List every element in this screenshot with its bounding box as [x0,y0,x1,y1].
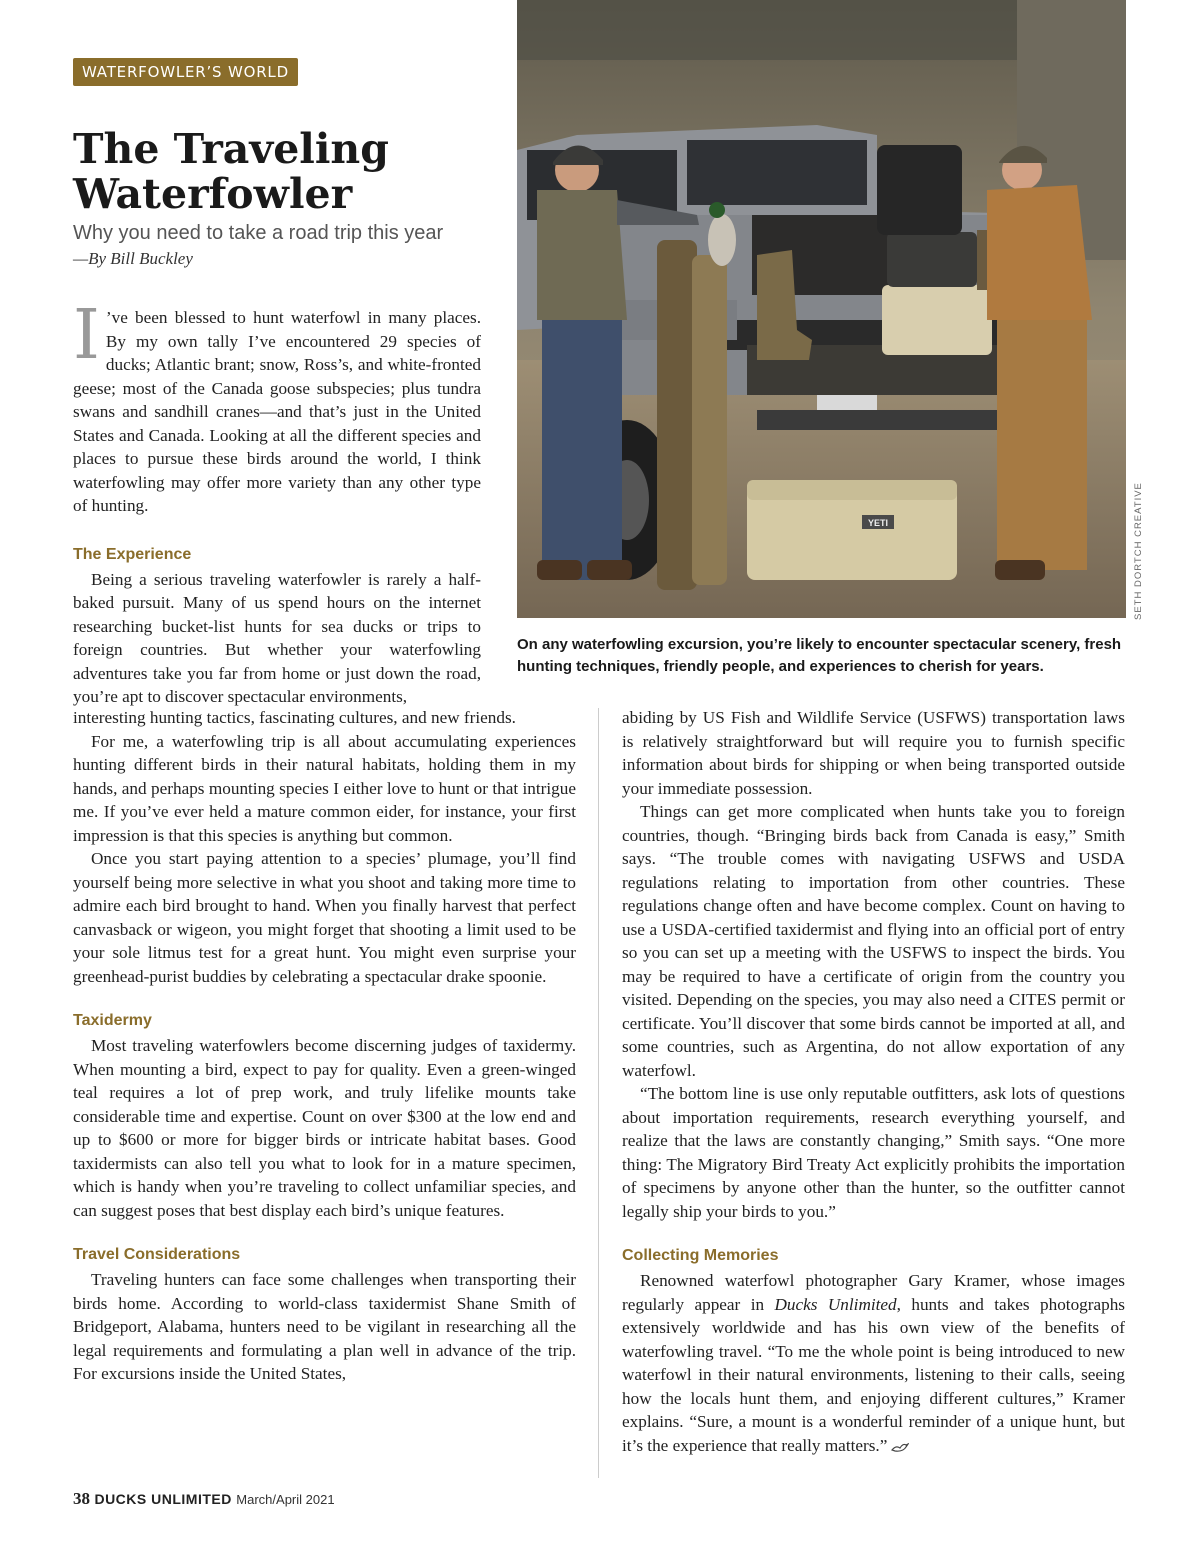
heading-travel: Travel Considerations [73,1246,241,1263]
heading-experience: The Experience [73,545,192,563]
intro-column [73,296,481,709]
page-footer [73,1489,335,1509]
travel-paragraph-1-right: abiding by US Fish and Wildlife Service (USFWS) transportation laws is relatively straightforward but will require you to furnish specific information about birds for shipping or when being transported outside your immediate possession. [622,708,1125,798]
experience-paragraph-1-rest: interesting hunting tactics, fascinating cultures, and new friends. [73,708,516,727]
experience-paragraph-1-top: Being a serious traveling waterfowler is rarely a half-baked pursuit. Many of us spend hours on the internet researching bucket-list hunts for sea ducks or trips to foreign countries. But whether your waterfowling adventures take you far from home or just down the road, you’re apt to discover spectacular environments, [73,569,481,706]
photo-credit [1127,482,1153,620]
duck-end-mark-icon [891,1441,909,1453]
taxidermy-paragraph: Most traveling waterfowlers become discerning judges of taxidermy. When mounting a bird, expect to pay for quality. Even a green-winged teal requires a lot of prep work, and truly lifelike mounts take considerable time and expertise. Count on over $300 at the low end and up to $600 or more for bigger birds or intricate habitat bases. Good taxidermists can also tell you what to look for in a mature specimen, which is handy when you’re traveling to collect unfamiliar species, and can suggest poses that best display each bird’s unique features. [73,1036,576,1220]
travel-paragraph-2: Things can get more complicated when hunts take you to foreign countries, though. “Bringing birds back from Canada is easy,” Smith says. “The trouble comes with navigating USFWS and USDA regulations relating to importation from other countries. These regulations change often and have become complex. Count on having to use a USDA-certified taxidermist and flying into an official port of entry so you can set up a meeting with the USFWS to inspect the birds. You may be required to have a certificate of origin from the country you visited. Depending on the species, you may also need a CITES permit or certificate. You’ll discover that some birds cannot be imported at all, and some countries, such as Argentina, do not allow exportation of any waterfowl. [622,802,1125,1080]
experience-paragraph-2: For me, a waterfowling trip is all about accumulating experiences hunting different birds in their natural habitats, holding them in my hands, and perhaps mounting species I either love to hunt or that intrigue me. If you’ve ever held a mature common eider, for instance, your first impression is that this species is anything but common. [73,731,576,845]
article-subtitle: Why you need to take a road trip this year [73,222,444,244]
memories-magazine-title: Ducks Unlimited [774,1294,897,1314]
memories-text-a: Renowned waterfowl photographer Gary Kramer, whose images regularly appear in [622,1271,1125,1314]
photo-caption: On any waterfowling excursion, you’re likely to encounter spectacular scenery, fresh hunting techniques, friendly people, and experiences to cherish for years. [517,636,1122,675]
right-column [622,706,1125,1457]
memories-paragraph [622,1269,1125,1457]
intro-paragraph [73,296,481,518]
cooler-brand-label: YETI [867,518,889,528]
photo-credit-text: SETH DORTCH CREATIVE [1133,482,1144,620]
heading-memories: Collecting Memories [622,1247,779,1264]
travel-paragraph-1-left: Traveling hunters can face some challenges when transporting their birds home. According to world-class taxidermist Shane Smith of Bridgeport, Alabama, hunters need to be vigilant in researching all the legal requirements and formulating a plan well in advance of the trip. For excursions inside the United States, [73,1270,576,1383]
byline: —By Bill Buckley [73,249,193,268]
column-divider [598,708,599,1478]
article-photo [517,0,1126,618]
travel-paragraph-3: “The bottom line is use only reputable outfitters, ask lots of questions about importation requirements, research everything yourself, and realize that the laws are constantly changing,” Smith says. “One more thing: The Migratory Bird Treaty Act explicitly prohibits the importation of specimens by anyone other than the hunter, so the outfitter cannot legally ship your birds to you.” [622,1084,1125,1221]
heading-taxidermy: Taxidermy [73,1012,152,1029]
experience-paragraph-3: Once you start paying attention to a species’ plumage, you’ll find yourself being more selective in what you shoot and taking more time to admire each bird brought to hand. When you finally harvest that perfect canvasback or wigeon, you might forget that shooting a limit used to be your sole litmus test for a great hunt. You might even surprise your greenhead-purist buddies by celebrating a spectacular drake spoonie. [73,849,576,986]
left-column [73,706,576,1386]
issue-date: March/April 2021 [236,1492,335,1507]
intro-text: ’ve been blessed to hunt waterfowl in many places. By my own tally I’ve encountered 29 species of ducks; Atlantic brant; snow, Ross’s, and white-fronted geese; most of the Canada goose subspecies; plus tundra swans and sandhill cranes—and that’s just in the United States and Canada. Looking at all the different species and places to pursue these birds around the world, I think waterfowling may offer more variety than any other type of hunting. [73,308,481,515]
page-number: 38 [73,1489,90,1508]
section-tag: WATERFOWLER’S WORLD [73,58,298,86]
memories-text-b: , hunts and takes photographs extensively worldwide and has his own view of the benefits of waterfowling travel. “To me the whole point is being introduced to new waterfowl in their natural environments, listening to their calls, seeing how the locals hunt them, and enjoying different cultures,” Kramer explains. “Sure, a mount is a wonderful reminder of a unique hunt, but it’s the experience that really matters.” [622,1294,1125,1455]
article-title: The Traveling Waterfowler [73,125,389,218]
publication-name: DUCKS UNLIMITED [94,1491,232,1507]
photo-hunters-tailgate [517,0,1126,618]
drop-cap: I [73,296,100,375]
